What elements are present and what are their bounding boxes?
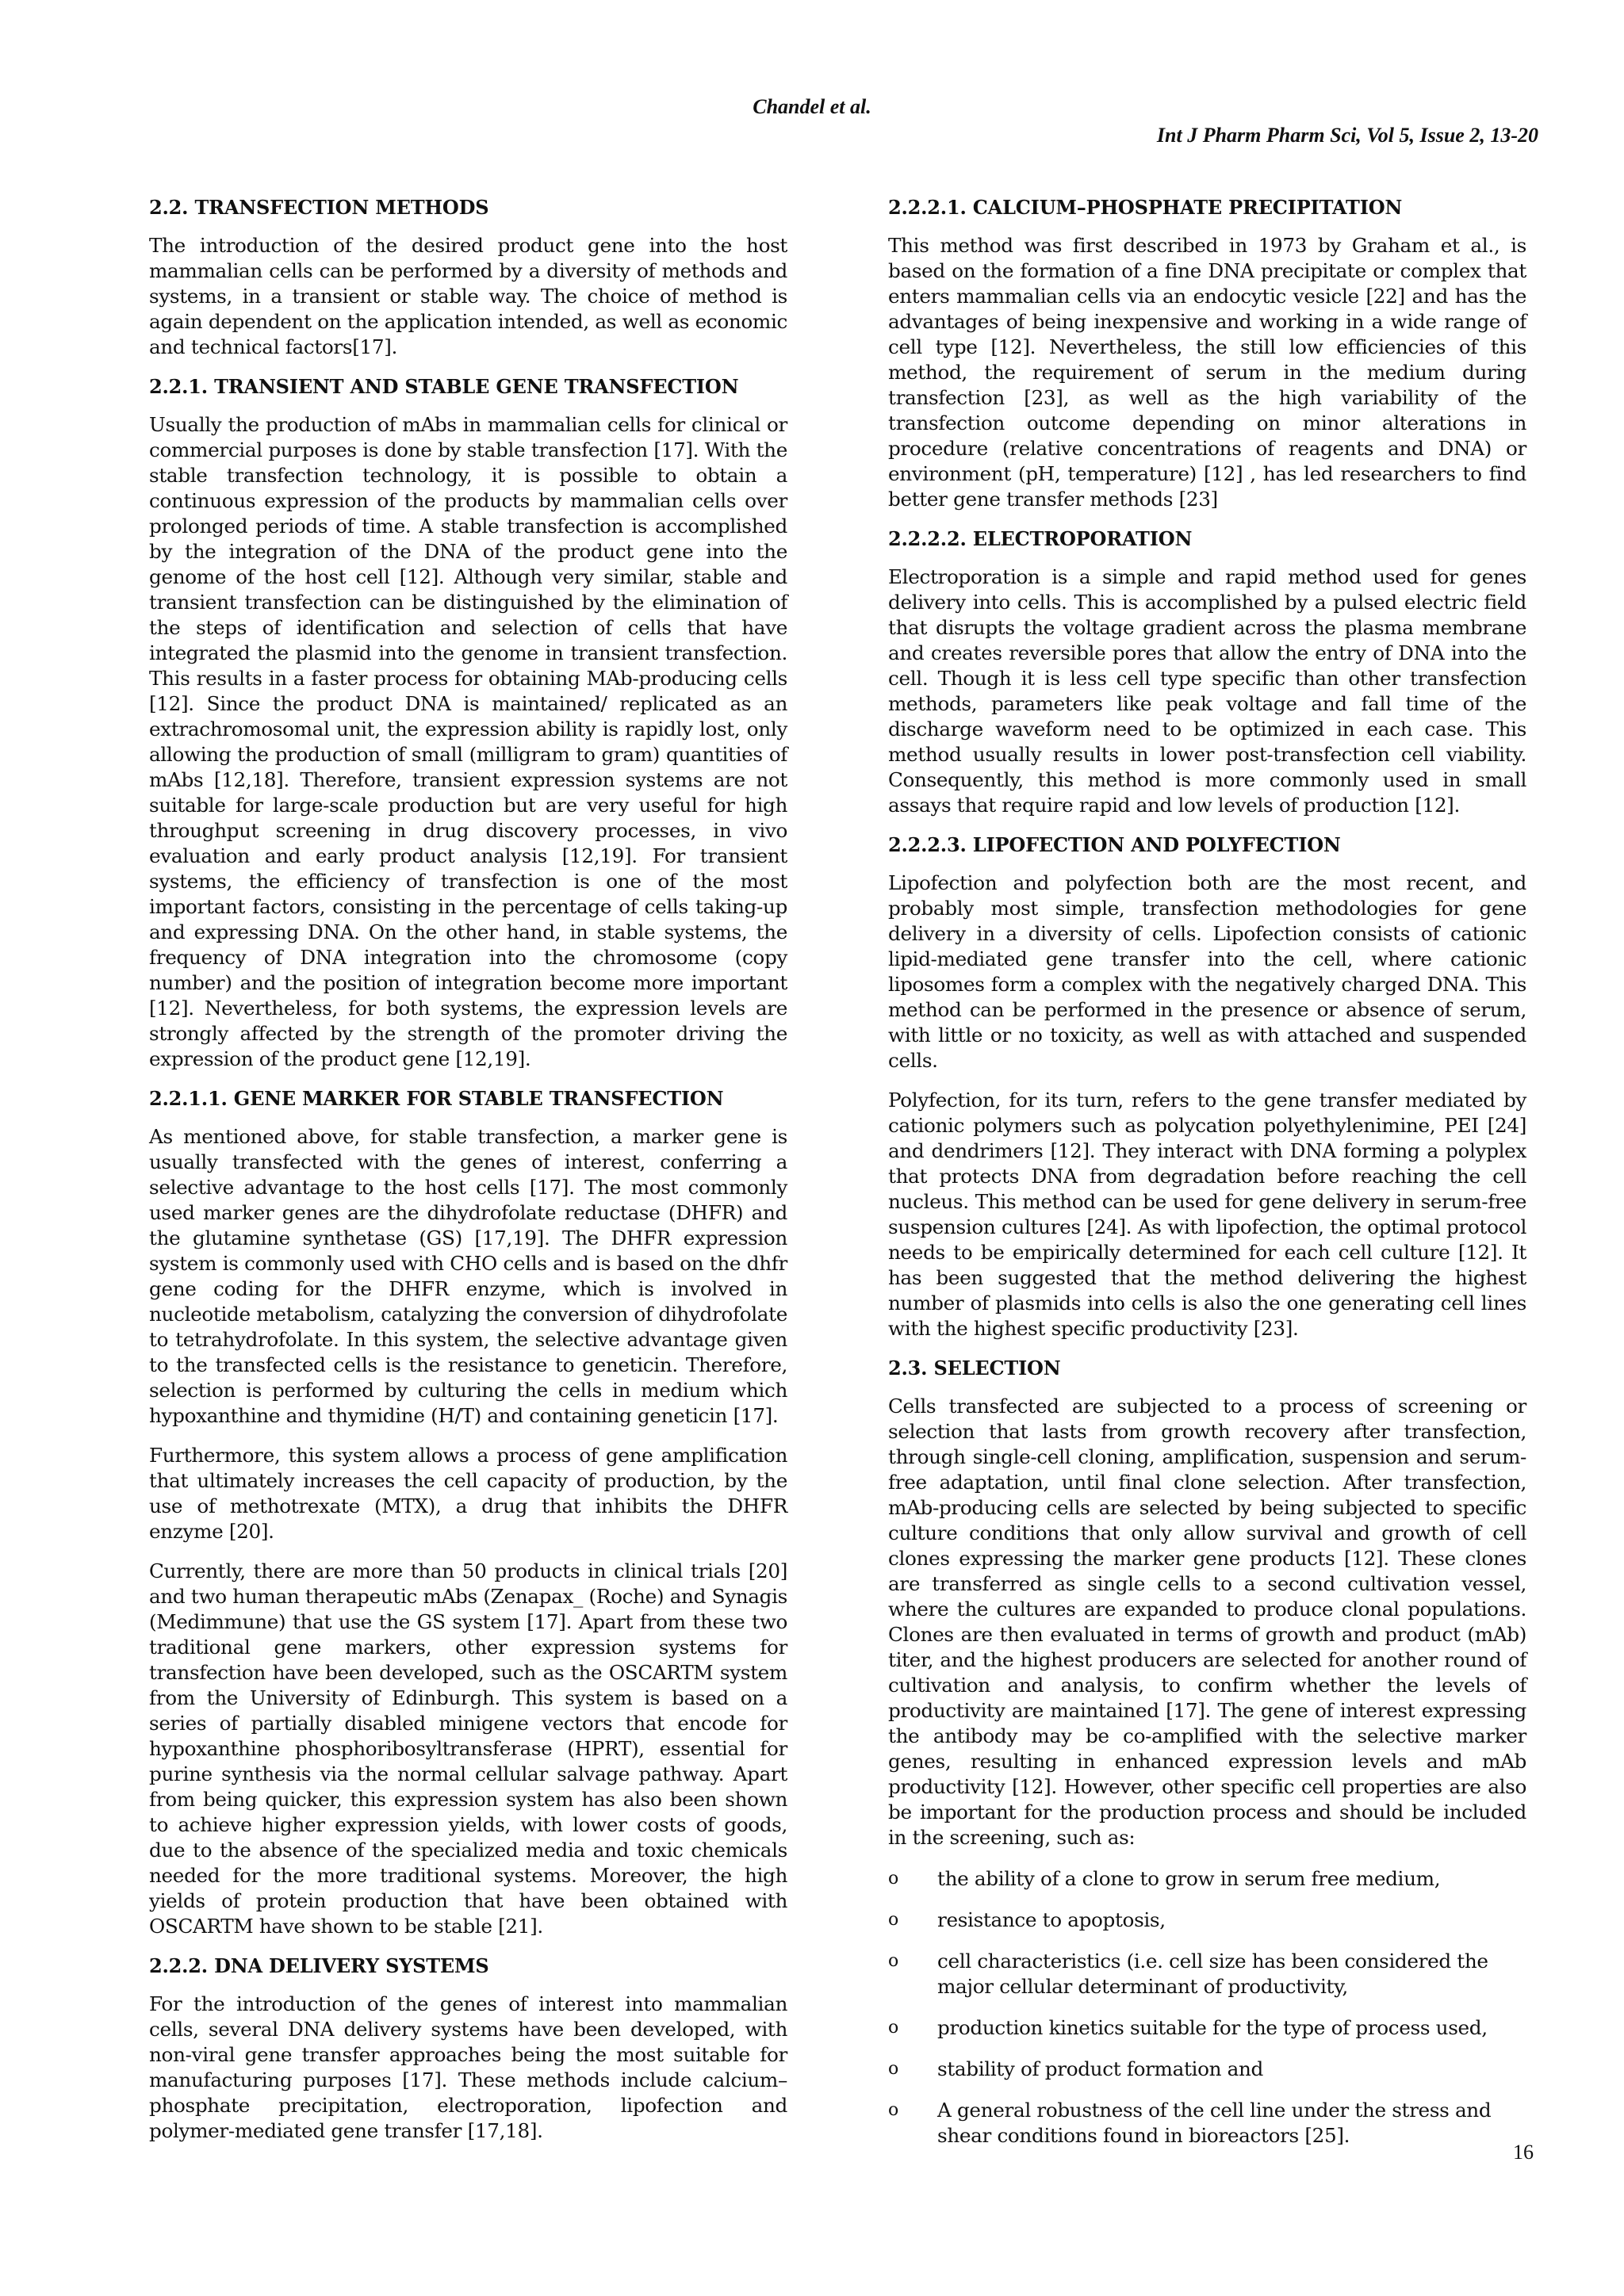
paragraph: This method was first described in 1973 by Graham et al., is based on the formation of a fine DNA precipitate or complex that enters mammalian cells via an endocytic vesicle [22] and has the advantages of being inexpensive and working in a wide range of cell type [12]. Nevertheless, the still low efficiencies of this method, the requirement of serum in the medium during transfection [23], as well as the high variability of the transfection outcome depending on minor alterations in procedure (relative concentrations of reagents and DNA) or environment (pH, temperature) [12] , has led researchers to find better gene transfer methods [23] — [888, 234, 1526, 511]
bullet-mark: o — [888, 1951, 898, 1971]
section-heading: 2.2.1. TRANSIENT AND STABLE GENE TRANSFECTION — [149, 375, 739, 398]
paragraph: Usually the production of mAbs in mammalian cells for clinical or commercial purposes is done by stable transfection [17]. With the stable transfection technology, it is possible to obtain a continuous expression of the products by mammalian cells over prolonged periods of time. A stable transfection is accomplished by the integration of the DNA of the product gene into the genome of the host cell [12]. Although very similar, stable and transient transfection can be distinguished by the elimination of the steps of identification and selection of cells that have integrated the plasmid into the genome in transient transfection. This results in a faster process for obtaining MAb-producing cells [12]. Since the product DNA is maintained/ replicated as an extrachromosomal unit, the expression ability is rapidly lost, only allowing the production of small (milligram to gram) quantities of mAbs [12,18]. Therefore, transient expression systems are not suitable for large-scale production but are very useful for high throughput screening in drug discovery processes, in vivo evaluation and early product analysis [12,19]. For transient systems, the efficiency of transfection is one of the most important factors, consisting in the percentage of cells taking-up and expressing DNA. On the other hand, in stable systems, the frequency of DNA integration into the chromosome (copy number) and the position of integration become more important [12]. Nevertheless, for both systems, the expression levels are strongly affected by the strength of the promoter driving the expression of the product gene [12,19]. — [149, 413, 787, 1070]
list-item-text: resistance to apoptosis, — [937, 1908, 1166, 1931]
section-heading: 2.3. SELECTION — [888, 1357, 1061, 1380]
list-item-text: stability of product formation and — [937, 2057, 1264, 2080]
section-heading: 2.2.2. DNA DELIVERY SYSTEMS — [149, 1954, 489, 1977]
paragraph: The introduction of the desired product gene into the host mammalian cells can be performed by a diversity of methods and systems, in a transient or stable way. The choice of method is again dependent on the application intended, as well as economic and technical factors[17]. — [149, 234, 787, 358]
bullet-mark: o — [888, 1869, 898, 1888]
list-item — [888, 2098, 1526, 2149]
running-header-author: Chandel et al. — [753, 95, 871, 118]
list-item — [888, 1908, 1526, 1933]
list-item-text: A general robustness of the cell line under the stress and shear conditions found in bioreactors [25]. — [937, 2099, 1492, 2147]
right-column — [888, 195, 1526, 2164]
paragraph: Electroporation is a simple and rapid method used for genes delivery into cells. This is accomplished by a pulsed electric field that disrupts the voltage gradient across the plasma membrane and creates reversible pores that allow the entry of DNA into the cell. Though it is less cell type specific than other transfection methods, parameters like peak voltage and fall time of the discharge waveform need to be optimized in each case. This method usually results in lower post-transfection cell viability. Consequently, this method is more commonly used in small assays that require rapid and low levels of production [12]. — [888, 565, 1526, 817]
paragraph: Cells transfected are subjected to a process of screening or selection that lasts from growth recovery after transfection, through single-cell cloning, amplification, suspension and serum-free adaptation, until final clone selection. After transfection, mAb-producing cells are selected by being subjected to specific culture conditions that only allow survival and growth of cell clones expressing the marker gene products [12]. These clones are transferred as single cells to a second cultivation vessel, where the cultures are expanded to produce clonal populations. Clones are then evaluated in terms of growth and product (mAb) titer, and the highest producers are selected for another round of cultivation and analysis, to confirm whether the levels of productivity are maintained [17]. The gene of interest expressing the antibody may be co-amplified with the selective marker genes, resulting in enhanced expression levels and mAb productivity [12]. However, other specific cell properties are also be important for the production process and should be included in the screening, such as: — [888, 1395, 1526, 1849]
list-item — [888, 1949, 1526, 1999]
list-item-text: cell characteristics (i.e. cell size has been considered the major cellular determinant of productivity, — [937, 1950, 1488, 1998]
list-item-text: the ability of a clone to grow in serum free medium, — [937, 1867, 1441, 1890]
bullet-mark: o — [888, 1910, 898, 1930]
left-column — [149, 195, 787, 2158]
paragraph: Lipofection and polyfection both are the most recent, and probably most simple, transfection methodologies for gene delivery in a diversity of cells. Lipofection consists of cationic lipid-mediated gene transfer into the cell, where cationic liposomes form a complex with the negatively charged DNA. This method can be performed in the presence or absence of serum, with little or no toxicity, as well as with attached and suspended cells. — [888, 871, 1526, 1072]
bullet-mark: o — [888, 2100, 898, 2120]
paragraph: Currently, there are more than 50 products in clinical trials [20] and two human therapeutic mAbs (Zenapax_ (Roche) and Synagis (Medimmune) that use the GS system [17]. Apart from these two traditional gene markers, other expression systems for transfection have been developed, such as the OSCARTM system from the University of Edinburgh. This system is based on a series of partially disabled minigene vectors that encode for hypoxanthine phosphoribosyltransferase (HPRT), essential for purine synthesis via the normal cellular salvage pathway. Apart from being quicker, this expression system has also been shown to achieve higher expression yields, with lower costs of goods, due to the absence of the specialized media and toxic chemicals needed for the more traditional systems. Moreover, the high yields of protein production that have been obtained with OSCARTM have shown to be stable [21]. — [149, 1559, 787, 1938]
list-item — [888, 1866, 1526, 1892]
section-heading: 2.2.2.3. LIPOFECTION AND POLYFECTION — [888, 833, 1341, 856]
paragraph: Polyfection, for its turn, refers to the gene transfer mediated by cationic polymers such as polycation polyethylenimine, PEI [24] and dendrimers [12]. They interact with DNA forming a polyplex that protects DNA from degradation before reaching the cell nucleus. This method can be used for gene delivery in serum-free suspension cultures [24]. As with lipofection, the optimal protocol needs to be empirically determined for each cell culture [12]. It has been suggested that the method delivering the highest number of plasmids into cells is also the one generating cell lines with the highest specific productivity [23]. — [888, 1089, 1526, 1340]
bullet-mark: o — [888, 2059, 898, 2079]
list-item — [888, 2057, 1526, 2082]
section-heading: 2.2.2.2. ELECTROPORATION — [888, 527, 1193, 550]
page-number: 16 — [1513, 2141, 1534, 2164]
paragraph: Furthermore, this system allows a process of gene amplification that ultimately increases the cell capacity of production, by the use of methotrexate (MTX), a drug that inhibits the DHFR enzyme [20]. — [149, 1444, 787, 1543]
bullet-mark: o — [888, 2018, 898, 2038]
list-item — [888, 2015, 1526, 2041]
section-heading: 2.2.1.1. GENE MARKER FOR STABLE TRANSFECTION — [149, 1087, 724, 1110]
paragraph: For the introduction of the genes of interest into mammalian cells, several DNA delivery systems have been developed, with non-viral gene transfer approaches being the most suitable for manufacturing purposes [17]. These methods include calcium–phosphate precipitation, electroporation, lipofection and polymer-mediated gene transfer [17,18]. — [149, 1992, 787, 2142]
section-heading: 2.2.2.1. CALCIUM–PHOSPHATE PRECIPITATION — [888, 196, 1403, 219]
bullet-list — [888, 1866, 1526, 2149]
running-header-journal: Int J Pharm Pharm Sci, Vol 5, Issue 2, 13-20 — [1156, 124, 1538, 147]
paragraph: As mentioned above, for stable transfection, a marker gene is usually transfected with the genes of interest, conferring a selective advantage to the host cells [17]. The most commonly used marker genes are the dihydrofolate reductase (DHFR) and the glutamine synthetase (GS) [17,19]. The DHFR expression system is commonly used with CHO cells and is based on the dhfr gene coding for the DHFR enzyme, which is involved in nucleotide metabolism, catalyzing the conversion of dihydrofolate to tetrahydrofolate. In this system, the selective advantage given to the transfected cells is the resistance to geneticin. Therefore, selection is performed by culturing the cells in medium which hypoxanthine and thymidine (H/T) and containing geneticin [17]. — [149, 1125, 787, 1427]
section-heading: 2.2. TRANSFECTION METHODS — [149, 196, 489, 219]
list-item-text: production kinetics suitable for the type of process used, — [937, 2016, 1488, 2039]
